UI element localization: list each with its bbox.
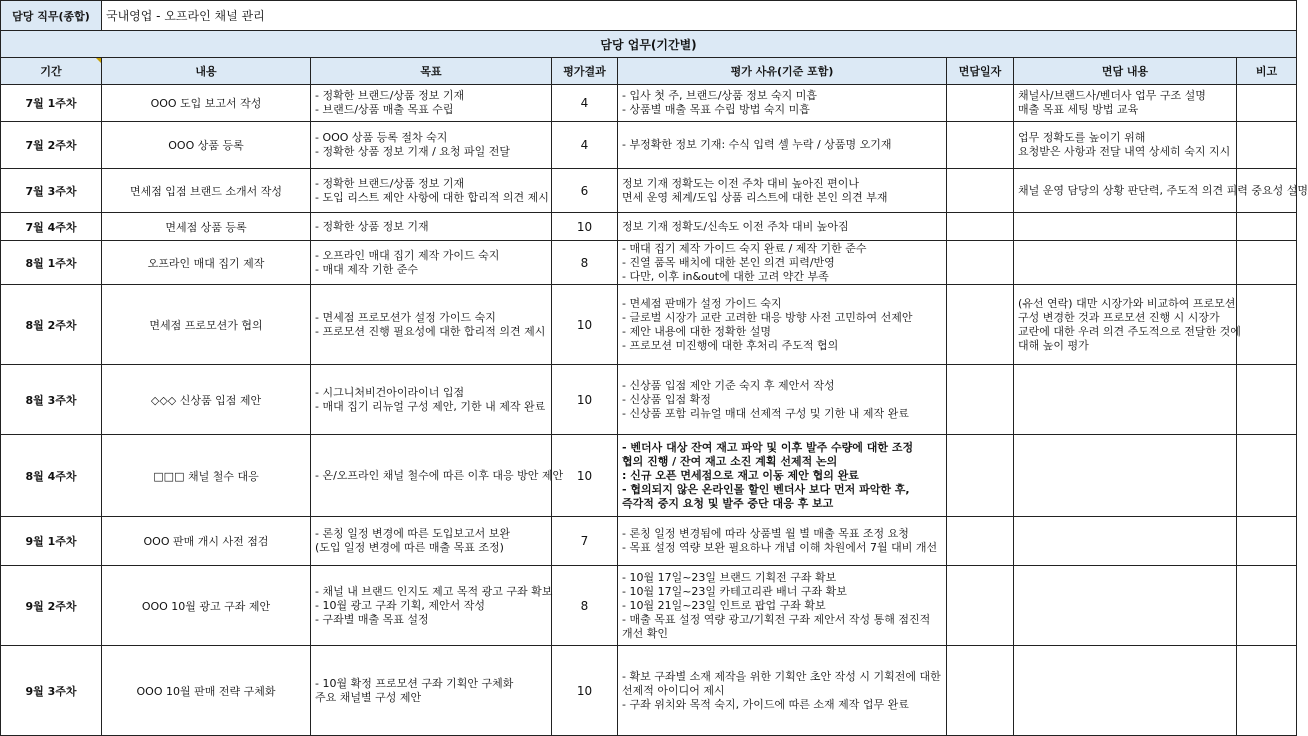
reason-cell-line: - 신상품 입점 제안 기준 숙지 후 제안서 작성 bbox=[622, 378, 835, 392]
goal-cell[interactable] bbox=[311, 213, 552, 241]
col-header-interview[interactable]: 면담 내용 bbox=[1014, 58, 1237, 85]
score-cell[interactable]: 8 bbox=[552, 241, 618, 285]
goal-cell-line: - 정확한 브랜드/상품 정보 기재 bbox=[315, 89, 465, 102]
score-cell[interactable]: 10 bbox=[552, 646, 618, 736]
reason-cell[interactable] bbox=[618, 517, 947, 566]
reason-cell-line: - 부정확한 정보 기재: 수식 입력 셀 누락 / 상품명 오기재 bbox=[622, 138, 892, 151]
interview-date-cell[interactable] bbox=[947, 122, 1014, 169]
note-cell[interactable] bbox=[1237, 365, 1297, 435]
score-cell[interactable]: 10 bbox=[552, 285, 618, 365]
goal-cell-line: 주요 채널별 구성 제안 bbox=[315, 690, 422, 704]
reason-cell-line: 면세 운영 체계/도입 상품 리스트에 대한 본인 의견 부재 bbox=[622, 190, 888, 204]
score-cell[interactable]: 7 bbox=[552, 517, 618, 566]
interview-date-cell[interactable] bbox=[947, 365, 1014, 435]
col-header-reason[interactable]: 평가 사유(기준 포함) bbox=[618, 58, 947, 85]
reason-cell[interactable] bbox=[618, 285, 947, 365]
interview-date-cell[interactable] bbox=[947, 435, 1014, 517]
goal-cell-line: - 구좌별 매출 목표 설정 bbox=[315, 612, 429, 626]
column-header-row bbox=[1, 58, 1297, 85]
interview-cell[interactable] bbox=[1014, 435, 1237, 517]
reason-cell-line: 선제적 아이디어 제시 bbox=[622, 683, 725, 697]
period-cell[interactable]: 8월 4주차 bbox=[1, 435, 102, 517]
reason-cell[interactable] bbox=[618, 646, 947, 736]
content-cell[interactable]: OOO 10월 광고 구좌 제안 bbox=[102, 566, 311, 646]
reason-cell-line: - 제안 내용에 대한 정확한 설명 bbox=[622, 324, 771, 338]
period-cell[interactable]: 8월 3주차 bbox=[1, 365, 102, 435]
period-cell[interactable]: 7월 1주차 bbox=[1, 85, 102, 122]
note-cell[interactable] bbox=[1237, 646, 1297, 736]
col-header-interview-date[interactable]: 면담일자 bbox=[947, 58, 1014, 85]
col-header-period[interactable]: 기간 bbox=[1, 58, 102, 85]
goal-cell[interactable] bbox=[311, 646, 552, 736]
reason-cell-line: - 글로벌 시장가 교란 고려한 대응 방향 사전 고민하여 선제안 bbox=[622, 310, 913, 324]
goal-cell-line: - 온/오프라인 채널 철수에 따른 이후 대응 방안 제안 bbox=[315, 468, 564, 482]
interview-cell[interactable] bbox=[1014, 285, 1241, 365]
reason-cell-line: - 10월 17일~23일 브랜드 기획전 구좌 확보 bbox=[622, 570, 837, 584]
col-header-goal[interactable]: 목표 bbox=[311, 58, 552, 85]
goal-cell[interactable] bbox=[311, 365, 552, 435]
reason-cell-line: - 상품별 매출 목표 수립 방법 숙지 미흡 bbox=[622, 103, 810, 116]
interview-cell-line: 채널 운영 담당의 상황 판단력, 주도적 의견 피력 중요성 설명 bbox=[1018, 183, 1308, 197]
table-row bbox=[1, 213, 1297, 241]
interview-cell-line: 채널사/브랜드사/벤더사 업무 구조 설명 bbox=[1018, 89, 1206, 102]
table-row bbox=[1, 85, 1297, 122]
col-header-note[interactable]: 비고 bbox=[1237, 58, 1297, 85]
goal-cell[interactable] bbox=[311, 285, 552, 365]
reason-cell[interactable] bbox=[618, 435, 947, 517]
reason-cell-line: 정보 기재 정확도/신속도 이전 주차 대비 높아짐 bbox=[622, 219, 849, 233]
note-cell[interactable] bbox=[1237, 122, 1297, 169]
reason-cell[interactable] bbox=[618, 365, 947, 435]
interview-cell[interactable] bbox=[1014, 213, 1237, 241]
interview-cell[interactable] bbox=[1014, 85, 1237, 122]
section-title[interactable]: 담당 업무(기간별) bbox=[1, 31, 1297, 58]
reason-cell[interactable] bbox=[618, 241, 947, 285]
reason-cell[interactable] bbox=[618, 566, 947, 646]
content-cell[interactable]: ◇◇◇ 신상품 입점 제안 bbox=[102, 365, 311, 435]
reason-cell-line: 개선 확인 bbox=[622, 626, 669, 640]
reason-cell-line: - 매출 목표 설정 역량 광고/기획전 구좌 제안서 작성 통해 점진적 bbox=[622, 612, 931, 626]
goal-cell-line: - 시그니처비건아이라이너 입점 bbox=[315, 385, 465, 399]
goal-cell-line: - 10월 광고 구좌 기획, 제안서 작성 bbox=[315, 598, 485, 612]
reason-cell-line: - 10월 21일~23일 인트로 팝업 구좌 확보 bbox=[622, 598, 826, 612]
interview-cell-line: 대해 높이 평가 bbox=[1018, 338, 1089, 352]
score-cell[interactable]: 10 bbox=[552, 213, 618, 241]
table-row bbox=[1, 566, 1297, 646]
score-cell[interactable]: 4 bbox=[552, 85, 618, 122]
interview-date-cell[interactable] bbox=[947, 213, 1014, 241]
goal-cell-line: - 도입 리스트 제안 사항에 대한 합리적 의견 제시 bbox=[315, 190, 549, 204]
table-row bbox=[1, 241, 1297, 285]
period-cell[interactable]: 7월 4주차 bbox=[1, 213, 102, 241]
reason-cell-line: - 10월 17일~23일 카테고리관 배너 구좌 확보 bbox=[622, 584, 847, 598]
goal-cell-line: - 정확한 상품 정보 기재 / 요청 파일 전달 bbox=[315, 145, 511, 158]
job-label[interactable]: 담당 직무(종합) bbox=[1, 1, 102, 31]
col-header-score[interactable]: 평가결과 bbox=[552, 58, 618, 85]
reason-cell-line: - 입사 첫 주, 브랜드/상품 정보 숙지 미흡 bbox=[622, 89, 818, 102]
reason-cell-line: : 신규 오픈 면세점으로 재고 이동 제안 협의 완료 bbox=[622, 468, 859, 482]
reason-cell-line: - 구좌 위치와 목적 숙지, 가이드에 따른 소재 제작 업무 완료 bbox=[622, 697, 909, 711]
reason-cell[interactable] bbox=[618, 85, 947, 122]
goal-cell-line: - 오프라인 매대 집기 제작 가이드 숙지 bbox=[315, 248, 500, 262]
goal-cell-line: - 면세점 프로모션가 설정 가이드 숙지 bbox=[315, 310, 496, 324]
note-cell[interactable] bbox=[1237, 285, 1297, 365]
interview-cell[interactable] bbox=[1014, 169, 1308, 213]
goal-cell-line: - 10월 확정 프로모션 구좌 기획안 구체화 bbox=[315, 676, 514, 690]
period-cell[interactable]: 9월 3주차 bbox=[1, 646, 102, 736]
interview-date-cell[interactable] bbox=[947, 169, 1014, 213]
note-cell[interactable] bbox=[1237, 566, 1297, 646]
content-cell[interactable]: 면세점 입점 브랜드 소개서 작성 bbox=[102, 169, 311, 213]
reason-cell[interactable] bbox=[618, 213, 947, 241]
goal-cell[interactable] bbox=[311, 85, 552, 122]
interview-date-cell[interactable] bbox=[947, 646, 1014, 736]
period-cell[interactable]: 8월 1주차 bbox=[1, 241, 102, 285]
goal-cell-line: - 프로모션 진행 필요성에 대한 합리적 의견 제시 bbox=[315, 324, 546, 338]
score-cell[interactable]: 10 bbox=[552, 435, 618, 517]
interview-date-cell[interactable] bbox=[947, 566, 1014, 646]
note-cell[interactable] bbox=[1237, 241, 1297, 285]
score-cell[interactable]: 10 bbox=[552, 365, 618, 435]
reason-cell-line: - 진열 품목 배치에 대한 본인 의견 피력/반영 bbox=[622, 255, 835, 269]
interview-cell[interactable] bbox=[1014, 646, 1237, 736]
content-cell[interactable]: OOO 상품 등록 bbox=[102, 122, 311, 169]
period-cell[interactable]: 8월 2주차 bbox=[1, 285, 102, 365]
reason-cell-line: - 협의되지 않은 온라인몰 할인 벤더사 보다 먼저 파악한 후, bbox=[622, 482, 910, 496]
goal-cell-line: - OOO 상품 등록 절차 숙지 bbox=[315, 131, 448, 144]
goal-cell[interactable] bbox=[311, 566, 552, 646]
section-row bbox=[1, 31, 1297, 58]
goal-cell-line: - 브랜드/상품 매출 목표 수립 bbox=[315, 103, 454, 116]
period-cell[interactable]: 9월 1주차 bbox=[1, 517, 102, 566]
interview-cell-line: 매출 목표 세팅 방법 교육 bbox=[1018, 103, 1139, 116]
interview-cell-line: 업무 정확도를 높이기 위해 bbox=[1018, 131, 1146, 144]
col-header-content[interactable]: 내용 bbox=[102, 58, 311, 85]
interview-cell[interactable] bbox=[1014, 241, 1237, 285]
reason-cell-line: - 신상품 포함 리뉴얼 매대 선제적 구성 및 기한 내 제작 완료 bbox=[622, 406, 909, 420]
content-cell[interactable]: 면세점 프로모션가 협의 bbox=[102, 285, 311, 365]
reason-cell-line: 정보 기재 정확도는 이전 주차 대비 높아진 편이나 bbox=[622, 176, 859, 190]
goal-cell-line: - 채널 내 브랜드 인지도 제고 목적 광고 구좌 확보 bbox=[315, 584, 553, 598]
note-cell[interactable] bbox=[1237, 213, 1297, 241]
reason-cell[interactable] bbox=[618, 169, 947, 213]
interview-cell-line: (유선 연락) 대만 시장가와 비교하여 프로모션 bbox=[1018, 296, 1236, 310]
note-cell[interactable] bbox=[1237, 85, 1297, 122]
note-cell[interactable] bbox=[1237, 517, 1297, 566]
table-row bbox=[1, 517, 1297, 566]
period-cell[interactable]: 7월 3주차 bbox=[1, 169, 102, 213]
table-row bbox=[1, 285, 1297, 365]
interview-cell[interactable] bbox=[1014, 517, 1237, 566]
goal-cell-line: (도입 일정 변경에 따른 매출 목표 조정) bbox=[315, 541, 504, 554]
score-cell[interactable]: 8 bbox=[552, 566, 618, 646]
goal-cell[interactable] bbox=[311, 435, 564, 517]
reason-cell-line: - 신상품 입점 확정 bbox=[622, 392, 711, 406]
reason-cell-line: - 목표 설정 역량 보완 필요하나 개념 이해 차원에서 7월 대비 개선 bbox=[622, 541, 938, 554]
job-row bbox=[1, 1, 1297, 31]
interview-date-cell[interactable] bbox=[947, 85, 1014, 122]
goal-cell[interactable] bbox=[311, 122, 552, 169]
goal-cell-line: - 매대 제작 기한 준수 bbox=[315, 262, 418, 276]
table-row bbox=[1, 365, 1297, 435]
period-cell[interactable]: 9월 2주차 bbox=[1, 566, 102, 646]
reason-cell-line: 즉각적 중지 요청 및 발주 중단 대응 후 보고 bbox=[622, 496, 834, 510]
content-cell[interactable]: 면세점 상품 등록 bbox=[102, 213, 311, 241]
interview-cell[interactable] bbox=[1014, 122, 1237, 169]
content-cell[interactable]: OOO 도입 보고서 작성 bbox=[102, 85, 311, 122]
reason-cell-line: - 면세점 판매가 설정 가이드 숙지 bbox=[622, 296, 782, 310]
job-value[interactable]: 국내영업 - 오프라인 채널 관리 bbox=[102, 1, 1297, 31]
reason-cell-line: - 확보 구좌별 소재 제작을 위한 기획안 초안 작성 시 기획전에 대한 bbox=[622, 669, 941, 683]
table-row bbox=[1, 646, 1297, 736]
goal-cell[interactable] bbox=[311, 241, 552, 285]
reason-cell[interactable] bbox=[618, 122, 947, 169]
reason-cell-line: 협의 진행 / 잔여 재고 소진 계획 선제적 논의 bbox=[622, 454, 838, 468]
goal-cell[interactable] bbox=[311, 517, 552, 566]
reason-cell-line: - 매대 집기 제작 가이드 숙지 완료 / 제작 기한 준수 bbox=[622, 241, 867, 255]
interview-cell[interactable] bbox=[1014, 365, 1237, 435]
content-cell[interactable]: □□□ 채널 철수 대응 bbox=[102, 435, 311, 517]
reason-cell-line: - 론칭 일정 변경됨에 따라 상품별 월 별 매출 목표 조정 요청 bbox=[622, 527, 909, 540]
note-cell[interactable] bbox=[1237, 435, 1297, 517]
reason-cell-line: - 프로모션 미진행에 대한 후처리 주도적 협의 bbox=[622, 338, 839, 352]
goal-cell-line: - 매대 집기 리뉴얼 구성 제안, 기한 내 제작 완료 bbox=[315, 399, 546, 413]
score-cell[interactable]: 4 bbox=[552, 122, 618, 169]
content-cell[interactable]: OOO 10월 판매 전략 구체화 bbox=[102, 646, 311, 736]
content-cell[interactable]: 오프라인 매대 집기 제작 bbox=[102, 241, 311, 285]
content-cell[interactable]: OOO 판매 개시 사전 점검 bbox=[102, 517, 311, 566]
interview-cell[interactable] bbox=[1014, 566, 1237, 646]
interview-cell-line: 요청받은 사항과 전달 내역 상세히 숙지 지시 bbox=[1018, 145, 1231, 158]
table-row bbox=[1, 169, 1297, 213]
reason-cell-line: - 벤더사 대상 잔여 재고 파악 및 이후 발주 수량에 대한 조정 bbox=[622, 440, 914, 454]
period-cell[interactable]: 7월 2주차 bbox=[1, 122, 102, 169]
interview-date-cell[interactable] bbox=[947, 285, 1014, 365]
interview-date-cell[interactable] bbox=[947, 517, 1014, 566]
goal-cell-line: - 론칭 일정 변경에 따른 도입보고서 보완 bbox=[315, 527, 510, 540]
score-cell[interactable]: 6 bbox=[552, 169, 618, 213]
goal-cell-line: - 정확한 상품 정보 기재 bbox=[315, 219, 429, 233]
interview-date-cell[interactable] bbox=[947, 241, 1014, 285]
table-row bbox=[1, 435, 1297, 517]
goal-cell[interactable] bbox=[311, 169, 552, 213]
goal-cell-line: - 정확한 브랜드/상품 정보 기재 bbox=[315, 176, 465, 190]
interview-cell-line: 구성 변경한 것과 프로모션 진행 시 시장가 bbox=[1018, 310, 1220, 324]
reason-cell-line: - 다만, 이후 in&out에 대한 고려 약간 부족 bbox=[622, 269, 829, 283]
table-row bbox=[1, 122, 1297, 169]
interview-cell-line: 교란에 대한 우려 의견 주도적으로 전달한 것에 bbox=[1018, 324, 1241, 338]
